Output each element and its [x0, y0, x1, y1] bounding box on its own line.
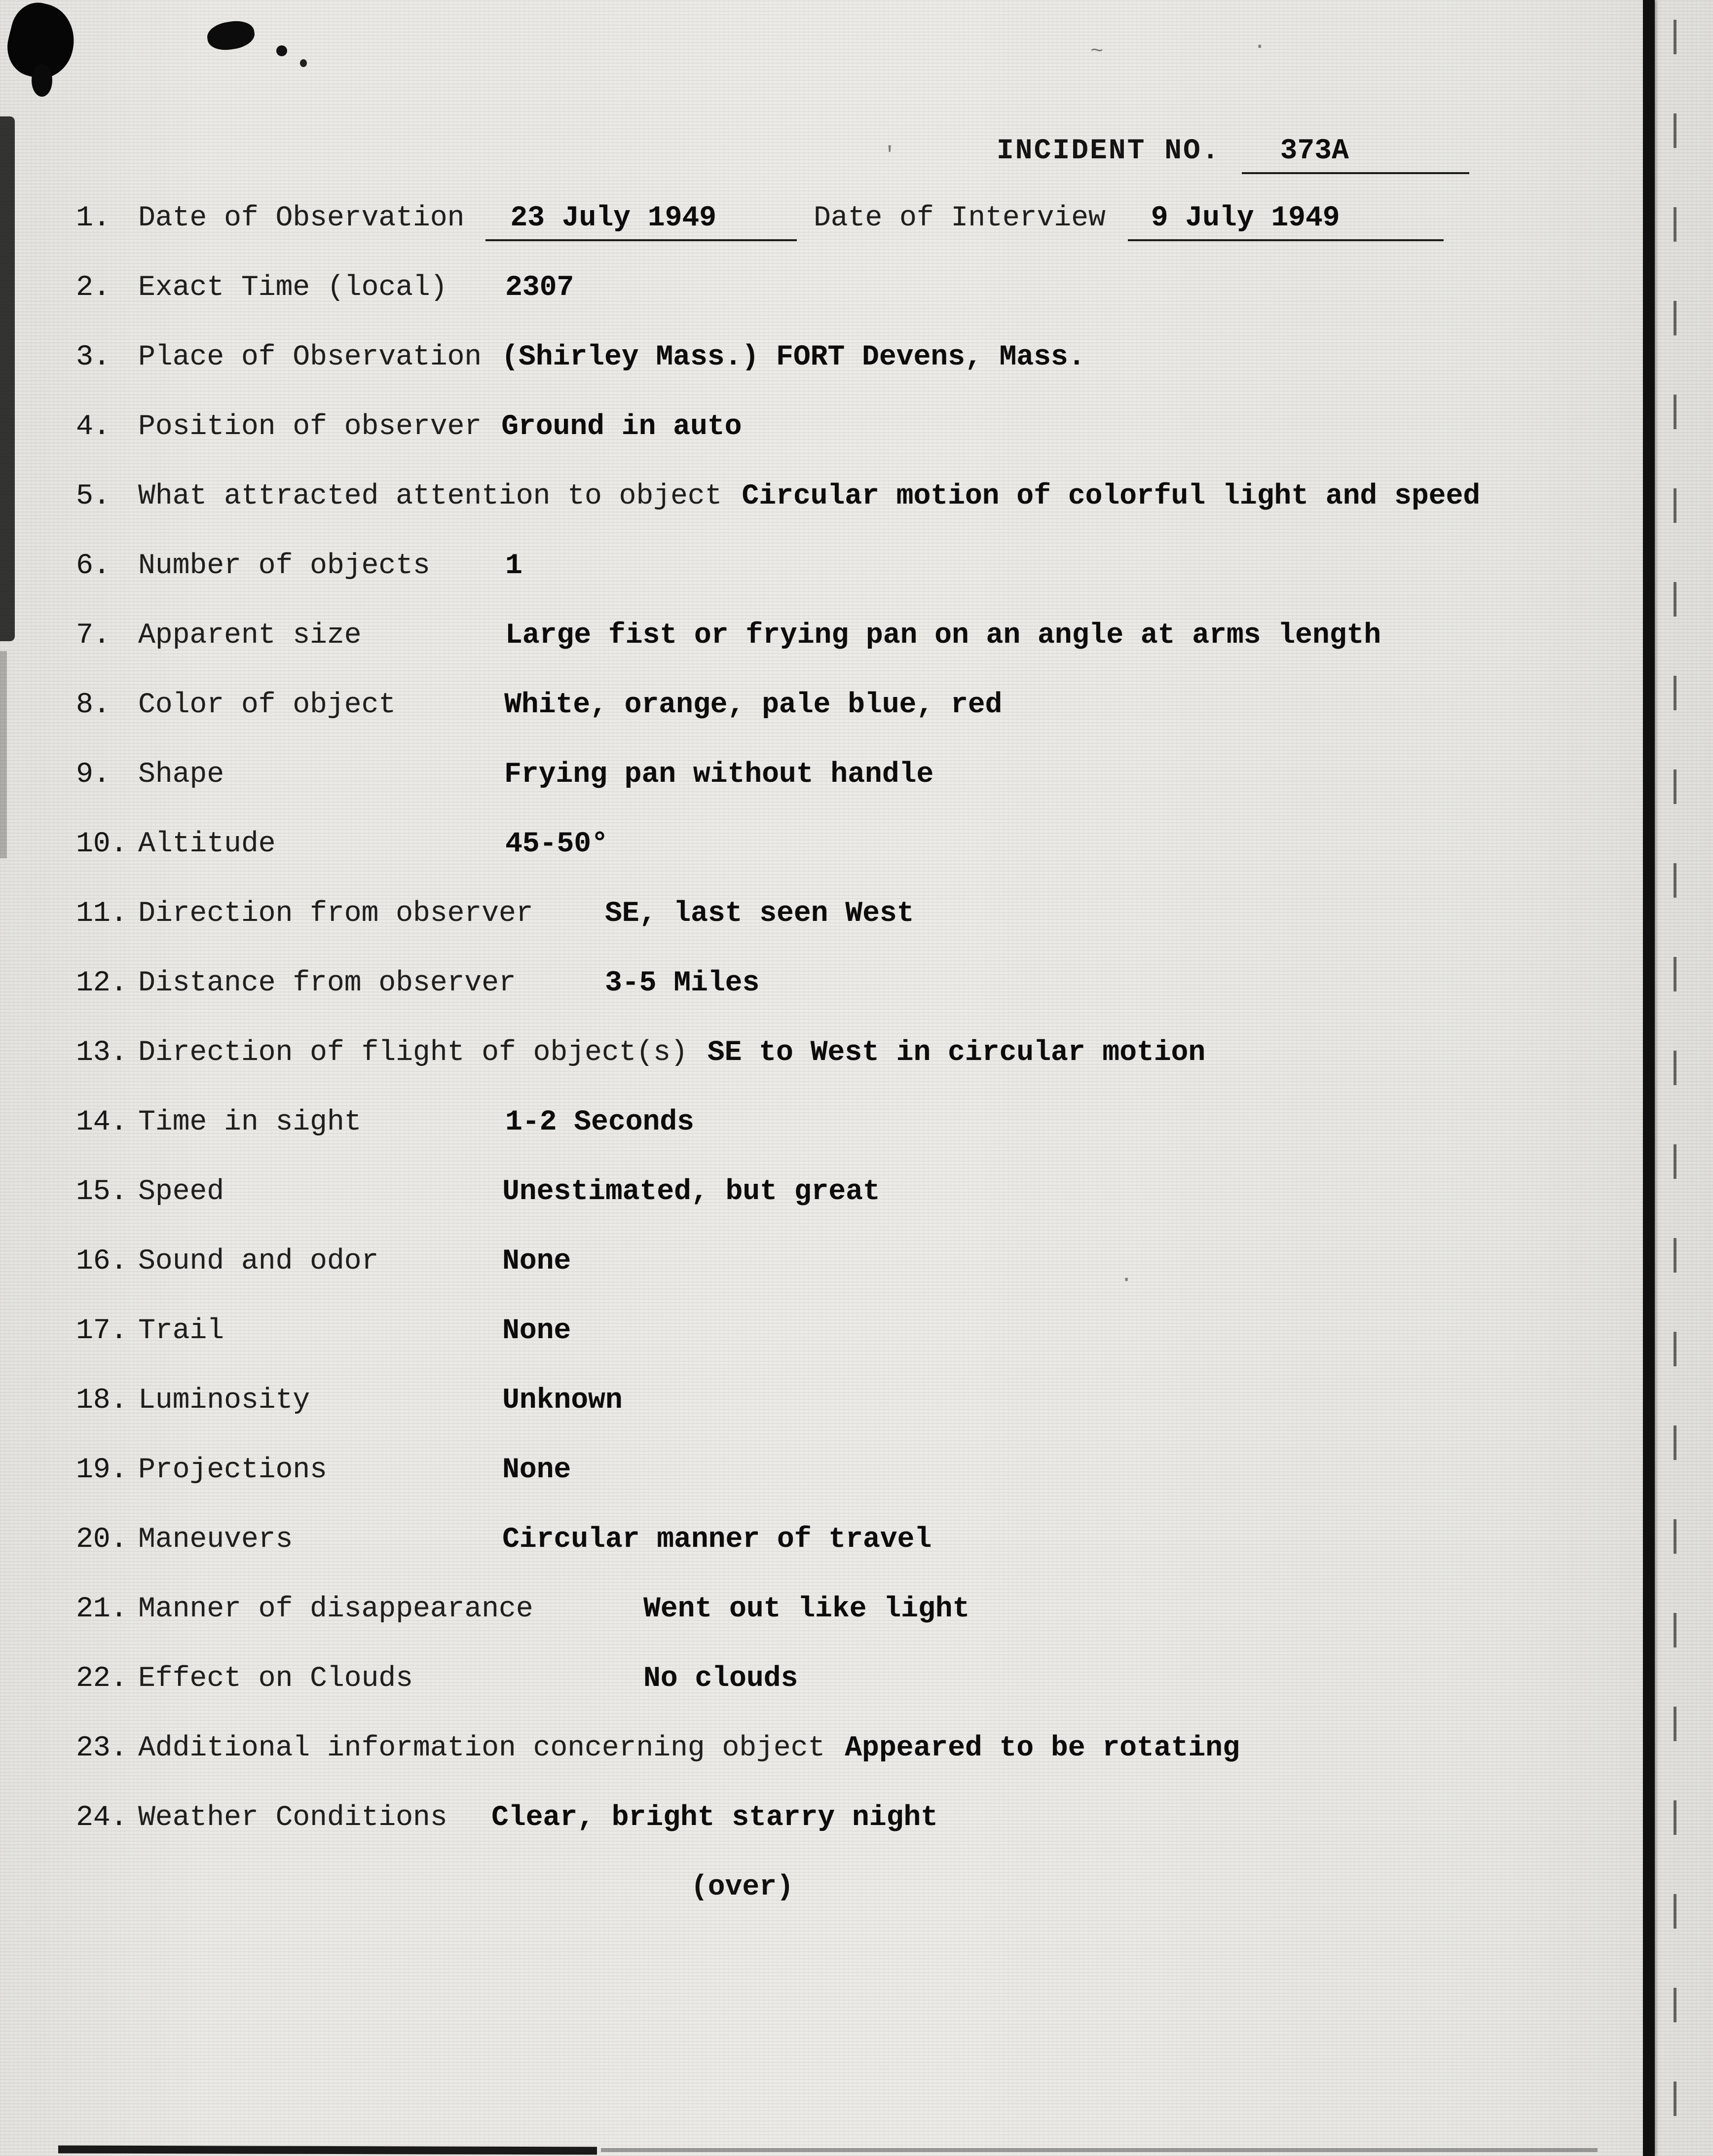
- item-label: Date of Observation: [138, 202, 465, 234]
- item-number: 13.: [76, 1037, 128, 1069]
- item-number: 4.: [76, 411, 111, 443]
- item-number: 21.: [76, 1593, 128, 1625]
- item-number: 9.: [76, 759, 111, 791]
- item-label: Date of Interview: [813, 202, 1106, 234]
- form-row: [76, 1453, 1713, 1523]
- item-value: White, orange, pale blue, red: [504, 689, 1003, 721]
- scan-speck: ': [883, 143, 896, 168]
- item-value: Unknown: [502, 1385, 623, 1417]
- form-row: [76, 271, 1713, 340]
- item-number: 23.: [76, 1732, 128, 1764]
- item-number: 20.: [76, 1524, 128, 1556]
- form-row: [76, 827, 1713, 897]
- item-label: Place of Observation: [138, 341, 482, 373]
- item-number: 16.: [76, 1245, 128, 1278]
- item-value: 45-50°: [505, 828, 608, 860]
- item-value: 1-2 Seconds: [505, 1106, 694, 1138]
- item-label: Trail: [138, 1315, 224, 1347]
- form-row: [76, 688, 1713, 758]
- item-label: Weather Conditions: [138, 1802, 447, 1834]
- item-number: 24.: [76, 1802, 128, 1834]
- item-label: Effect on Clouds: [138, 1663, 413, 1695]
- item-value: 23 July 1949: [485, 202, 797, 241]
- item-label: Projections: [138, 1454, 327, 1486]
- item-label: Sound and odor: [138, 1245, 379, 1278]
- form-row: [76, 1523, 1713, 1592]
- item-value: 1: [505, 550, 522, 582]
- item-label: Distance from observer: [138, 967, 516, 999]
- item-label: Altitude: [138, 828, 276, 860]
- item-number: 17.: [76, 1315, 128, 1347]
- item-label: Exact Time (local): [138, 272, 447, 304]
- form-row: [76, 966, 1713, 1036]
- item-label: What attracted attention to object: [138, 480, 722, 512]
- item-number: 12.: [76, 967, 128, 999]
- item-value: 9 July 1949: [1128, 202, 1444, 241]
- item-value: None: [502, 1315, 571, 1347]
- item-label: Position of observer: [138, 411, 482, 443]
- item-label: Apparent size: [138, 620, 362, 652]
- item-value: Clear, bright starry night: [491, 1802, 938, 1834]
- item-value: Ground in auto: [501, 411, 742, 443]
- item-label: Additional information concerning object: [138, 1732, 825, 1764]
- item-value: 2307: [505, 272, 574, 304]
- form-row: [76, 619, 1713, 688]
- scan-speck: ·: [1253, 35, 1266, 59]
- item-value: Appeared to be rotating: [845, 1732, 1240, 1764]
- form-row: [76, 340, 1713, 410]
- form-row: [76, 1175, 1713, 1244]
- form-row: [76, 1105, 1713, 1175]
- form-row: [76, 1801, 1713, 1870]
- item-value: Frying pan without handle: [504, 759, 934, 791]
- item-number: 11.: [76, 898, 128, 930]
- item-label: Direction from observer: [138, 898, 533, 930]
- item-value: Circular manner of travel: [502, 1524, 932, 1556]
- item-number: 1.: [76, 202, 111, 234]
- item-label: Color of object: [138, 689, 396, 721]
- item-value: None: [502, 1454, 571, 1486]
- form-row: [76, 758, 1713, 827]
- item-value: Went out like light: [643, 1593, 970, 1625]
- item-number: 22.: [76, 1663, 128, 1695]
- report-form: [76, 201, 1713, 1870]
- item-label: Speed: [138, 1176, 224, 1208]
- item-value: Circular motion of colorful light and speed: [742, 480, 1481, 512]
- form-row: [76, 1592, 1713, 1662]
- item-label: Direction of flight of object(s): [138, 1037, 688, 1069]
- item-value: Large fist or frying pan on an angle at arms length: [505, 620, 1381, 652]
- form-row: [76, 549, 1713, 619]
- form-row: [76, 1731, 1713, 1801]
- scan-speck: ~: [1090, 39, 1104, 64]
- item-value: SE to West in circular motion: [707, 1037, 1206, 1069]
- form-row: [76, 1036, 1713, 1105]
- form-row: [76, 410, 1713, 479]
- form-row: [76, 201, 1713, 271]
- item-value: 3-5 Miles: [605, 967, 760, 999]
- item-label: Luminosity: [138, 1385, 310, 1417]
- scan-speck: ·: [1120, 1268, 1133, 1292]
- over-label: (over): [691, 1871, 794, 1903]
- form-row: [76, 1384, 1713, 1453]
- item-label: Time in sight: [138, 1106, 362, 1138]
- item-number: 3.: [76, 341, 111, 373]
- item-number: 10.: [76, 828, 128, 860]
- item-value: SE, last seen West: [605, 898, 914, 930]
- form-row: [76, 897, 1713, 966]
- item-number: 14.: [76, 1106, 128, 1138]
- item-number: 19.: [76, 1454, 128, 1486]
- form-row: [76, 479, 1713, 549]
- item-label: Shape: [138, 759, 224, 791]
- incident-no-value: 373A: [1242, 135, 1469, 174]
- item-number: 6.: [76, 550, 111, 582]
- item-value: None: [502, 1245, 571, 1278]
- item-number: 18.: [76, 1385, 128, 1417]
- form-row: [76, 1662, 1713, 1731]
- item-number: 5.: [76, 480, 111, 512]
- item-number: 2.: [76, 272, 111, 304]
- item-label: Maneuvers: [138, 1524, 293, 1556]
- item-number: 8.: [76, 689, 111, 721]
- incident-no-label: INCIDENT NO.: [997, 135, 1221, 167]
- item-label: Manner of disappearance: [138, 1593, 533, 1625]
- form-row: [76, 1244, 1713, 1314]
- item-value: Unestimated, but great: [502, 1176, 880, 1208]
- item-number: 7.: [76, 620, 111, 652]
- incident-header: [997, 134, 1713, 169]
- item-value: No clouds: [643, 1663, 798, 1695]
- item-label: Number of objects: [138, 550, 430, 582]
- item-number: 15.: [76, 1176, 128, 1208]
- item-value: (Shirley Mass.) FORT Devens, Mass.: [501, 341, 1085, 373]
- form-row: [76, 1314, 1713, 1384]
